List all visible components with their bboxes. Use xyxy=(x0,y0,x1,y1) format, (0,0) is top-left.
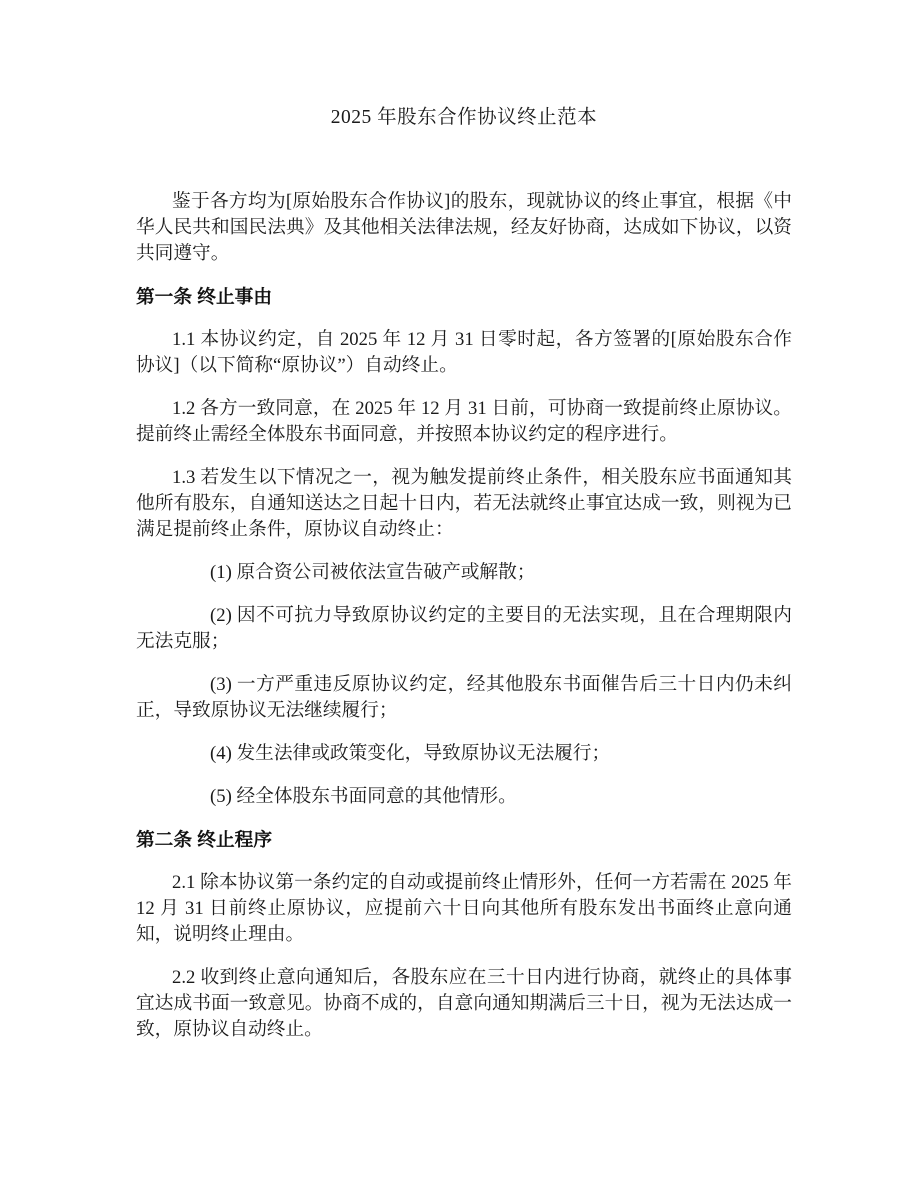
clause-1-2: 1.2 各方一致同意，在 2025 年 12 月 31 日前，可协商一致提前终止原协议。提前终止需经全体股东书面同意，并按照本协议约定的程序进行。 xyxy=(136,398,792,445)
document-content xyxy=(136,0,792,1043)
clause-2-2: 2.2 收到终止意向通知后，各股东应在三十日内进行协商，就终止的具体事宜达成书面一致意见。协商不成的，自意向通知期满后三十日，视为无法达成一致，原协议自动终止。 xyxy=(136,967,792,1040)
section-2-heading: 第二条 终止程序 xyxy=(136,829,273,850)
clause-1-3-item-4: (4) 发生法律或政策变化，导致原协议无法履行； xyxy=(210,743,611,764)
section-1-heading: 第一条 终止事由 xyxy=(136,286,273,307)
clause-1-3: 1.3 若发生以下情况之一，视为触发提前终止条件，相关股东应书面通知其他所有股东，自通知送达之日起十日内，若无法就终止事宜达成一致，则视为已满足提前终止条件，原协议自动终止： xyxy=(136,467,792,540)
clause-2-1: 2.1 除本协议第一条约定的自动或提前终止情形外，任何一方若需在 2025 年 12 月 31 日前终止原协议，应提前六十日向其他所有股东发出书面终止意向通知，说明终止理由。 xyxy=(136,872,792,945)
clause-1-3-item-1: (1) 原合资公司被依法宣告破产或解散； xyxy=(210,562,536,583)
clause-1-3-item-5: (5) 经全体股东书面同意的其他情形。 xyxy=(210,786,517,807)
clause-1-3-item-2: (2) 因不可抗力导致原协议约定的主要目的无法实现，且在合理期限内无法克服； xyxy=(136,605,792,652)
clause-1-3-item-3: (3) 一方严重违反原协议约定，经其他股东书面催告后三十日内仍未纠正，导致原协议无法继续履行； xyxy=(136,674,792,721)
intro-paragraph: 鉴于各方均为[原始股东合作协议]的股东，现就协议的终止事宜，根据《中华人民共和国民法典》及其他相关法律法规，经友好协商，达成如下协议，以资共同遵守。 xyxy=(136,191,792,264)
document-title: 2025 年股东合作协议终止范本 xyxy=(330,107,598,128)
clause-1-1: 1.1 本协议约定，自 2025 年 12 月 31 日零时起，各方签署的[原始股东合作协议]（以下简称“原协议”）自动终止。 xyxy=(136,329,792,376)
